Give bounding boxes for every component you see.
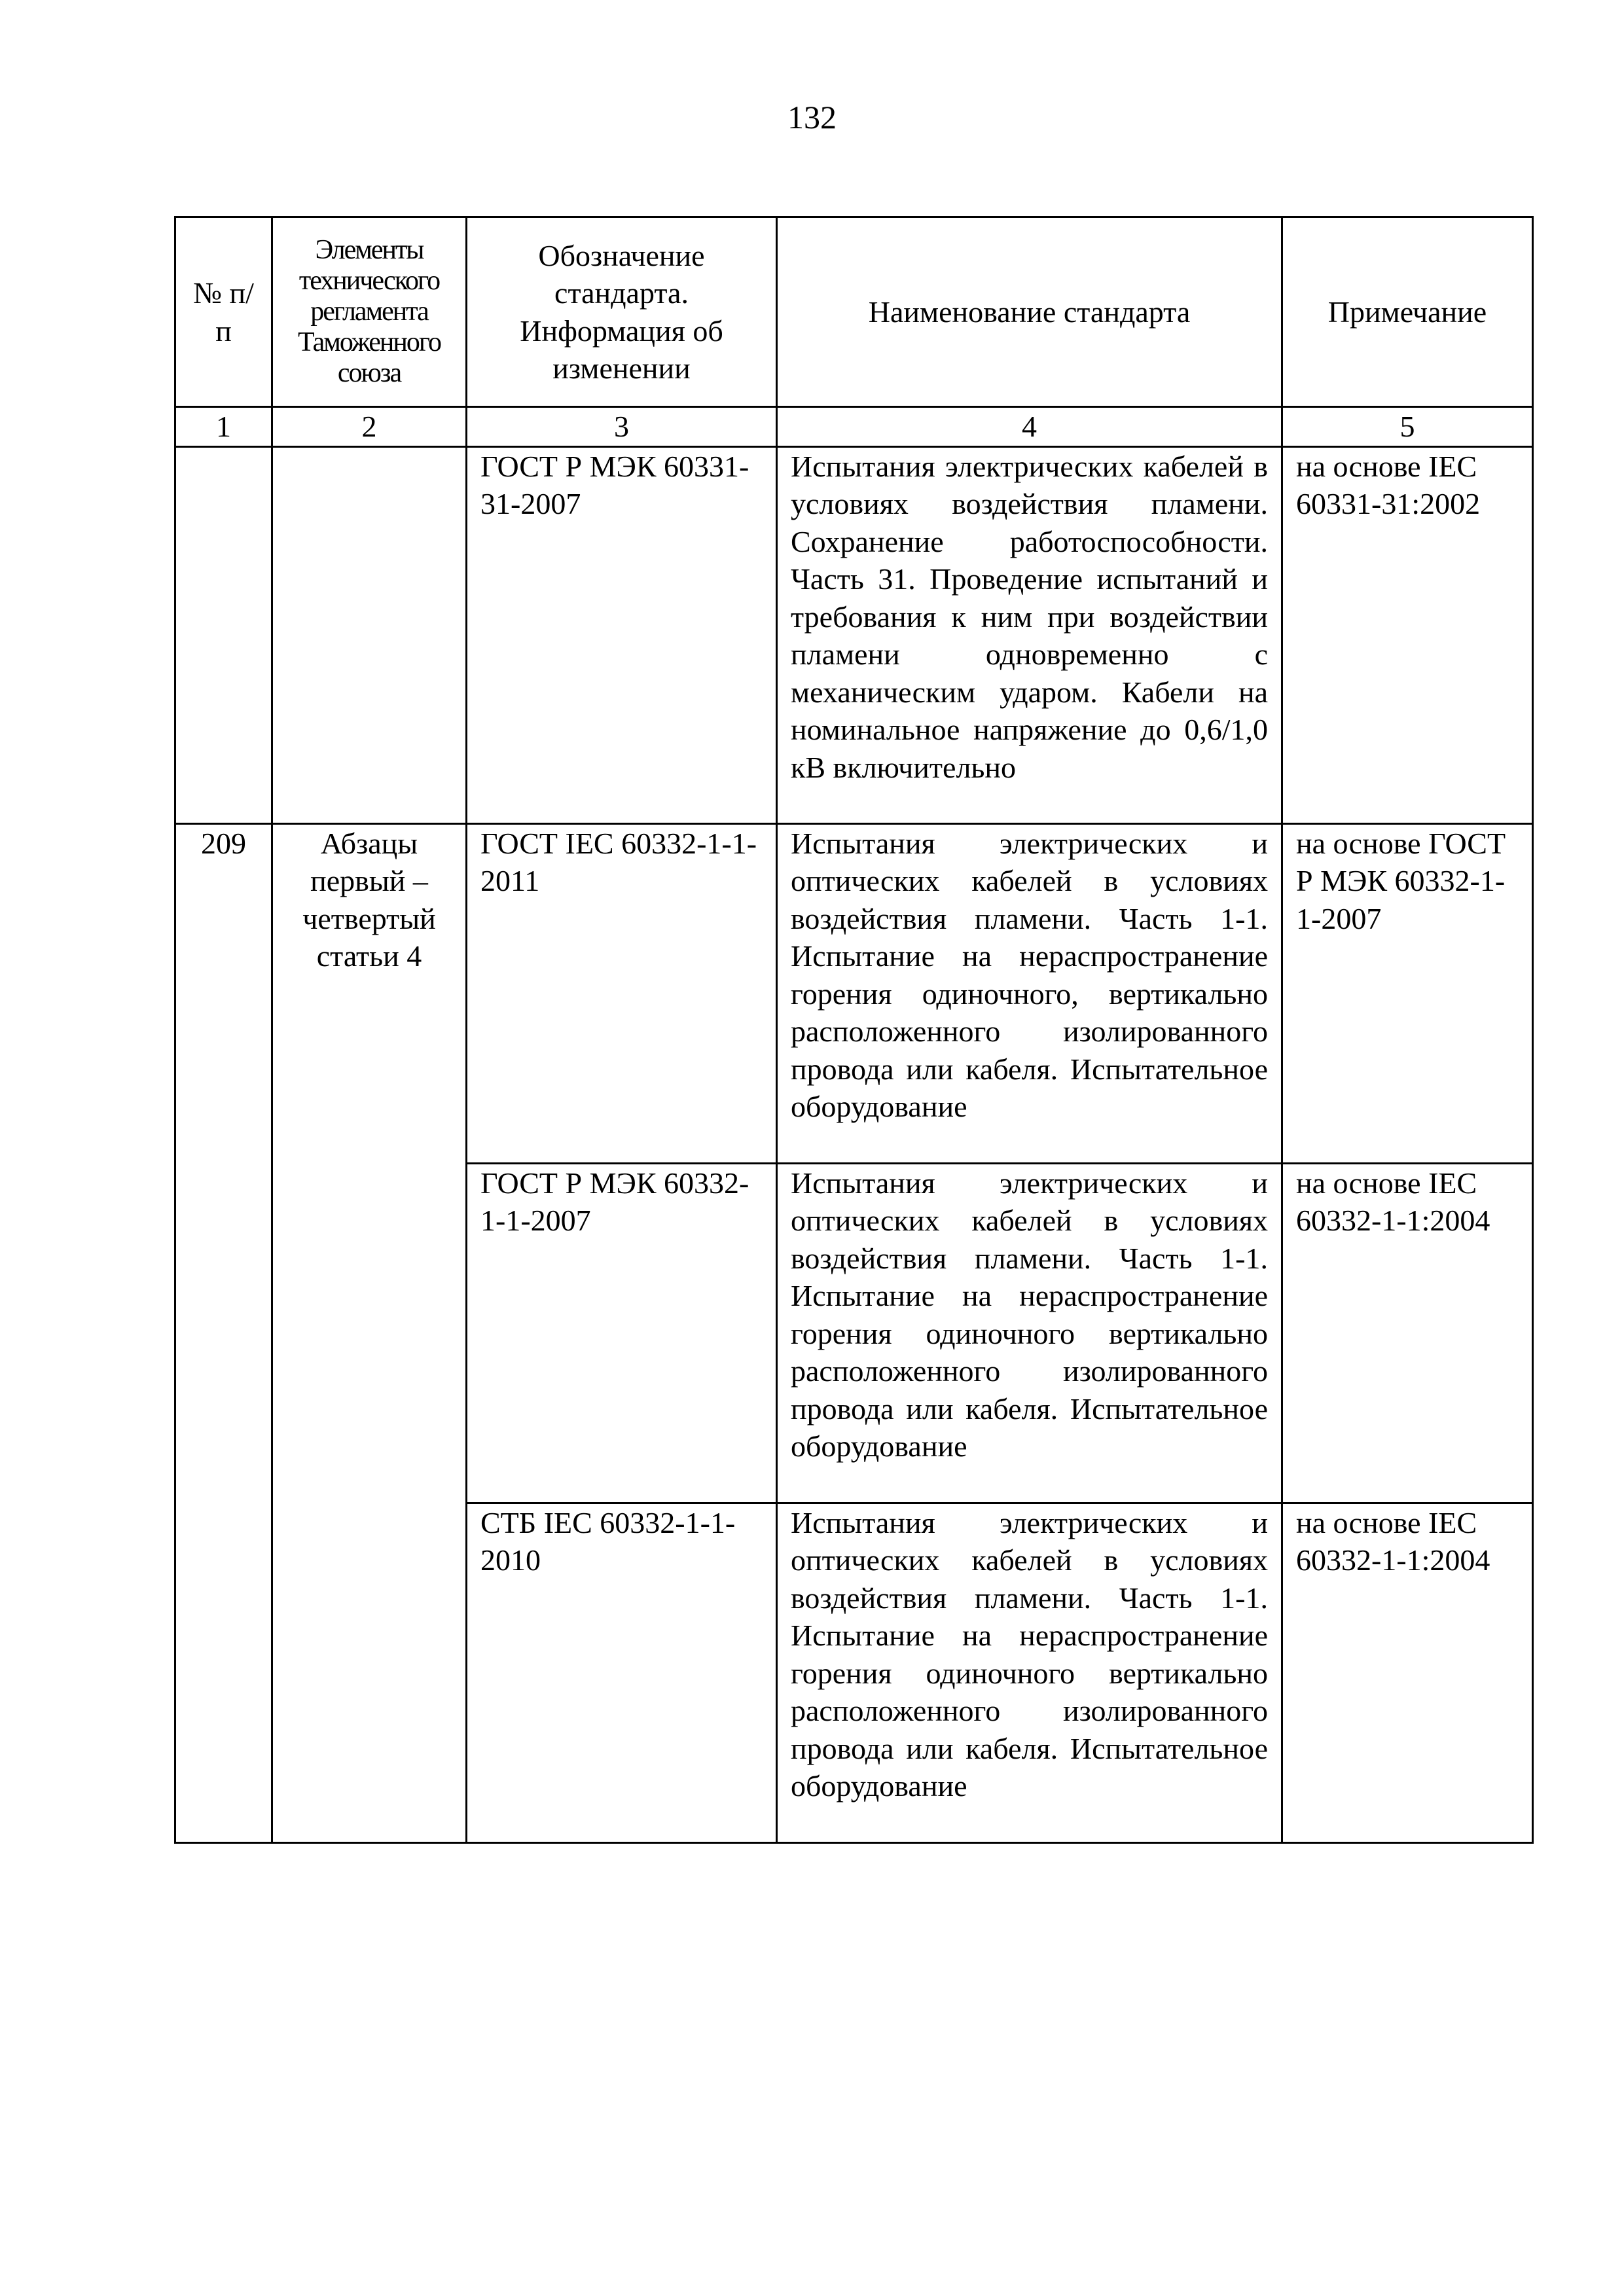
header-standard-designation: Обозначение стандарта. Информация об изменении (467, 217, 777, 407)
row-note: на основе IEC 60331-31:2002 (1282, 446, 1533, 823)
row-note: на основе IEC 60332-1-1:2004 (1282, 1503, 1533, 1842)
row-standard-name: Испытания электрических и оптических кабелей в условиях воздействия пламени. Часть 1-1. Испытание на нераспространение горения одиночного вертикально расположенного изолированного провода или кабеля. Испытательное оборудование (777, 1163, 1282, 1503)
column-number: 5 (1282, 407, 1533, 447)
column-number: 3 (467, 407, 777, 447)
row-element (272, 446, 467, 823)
table-header-row (175, 217, 1533, 407)
row-standard-name: Испытания электрических и оптических кабелей в условиях воздействия пламени. Часть 1-1. Испытание на нераспространение горения одиночного, вертикально расположенного изолированного провода или кабеля. Испытательное оборудование (777, 823, 1282, 1163)
row-designation: ГОСТ IEC 60332-1-1-2011 (467, 823, 777, 1163)
table-row (175, 446, 1533, 823)
row-number: 209 (175, 823, 272, 1842)
header-number: № п/п (175, 217, 272, 407)
column-number: 2 (272, 407, 467, 447)
row-note: на основе ГОСТ Р МЭК 60332-1-1-2007 (1282, 823, 1533, 1163)
row-element: Абзацы первый – четвертый статьи 4 (272, 823, 467, 1842)
row-designation: СТБ IEC 60332-1-1-2010 (467, 1503, 777, 1842)
row-number (175, 446, 272, 823)
row-standard-name: Испытания электрических и оптических кабелей в условиях воздействия пламени. Часть 1-1. Испытание на нераспространение горения одиночного вертикально расположенного изолированного провода или кабеля. Испытательное оборудование (777, 1503, 1282, 1842)
column-number: 1 (175, 407, 272, 447)
page-number: 132 (787, 99, 837, 135)
row-designation: ГОСТ Р МЭК 60331-31-2007 (467, 446, 777, 823)
table-row (175, 823, 1533, 1163)
row-standard-name: Испытания электрических кабелей в условиях воздействия пламени. Сохранение работоспособности. Часть 31. Проведение испытаний и требования к ним при воздействии пламени одновременно с механическим ударом. Кабели на номинальное напряжение до 0,6/1,0 кВ включительно (777, 446, 1282, 823)
row-designation: ГОСТ Р МЭК 60332-1-1-2007 (467, 1163, 777, 1503)
column-number: 4 (777, 407, 1282, 447)
header-standard-name: Наименование стандарта (777, 217, 1282, 407)
header-regulation-elements: Элементы технического регламента Таможенного союза (272, 217, 467, 407)
standards-table (174, 216, 1534, 1844)
column-number-row (175, 407, 1533, 447)
row-note: на основе IEC 60332-1-1:2004 (1282, 1163, 1533, 1503)
header-note: Примечание (1282, 217, 1533, 407)
